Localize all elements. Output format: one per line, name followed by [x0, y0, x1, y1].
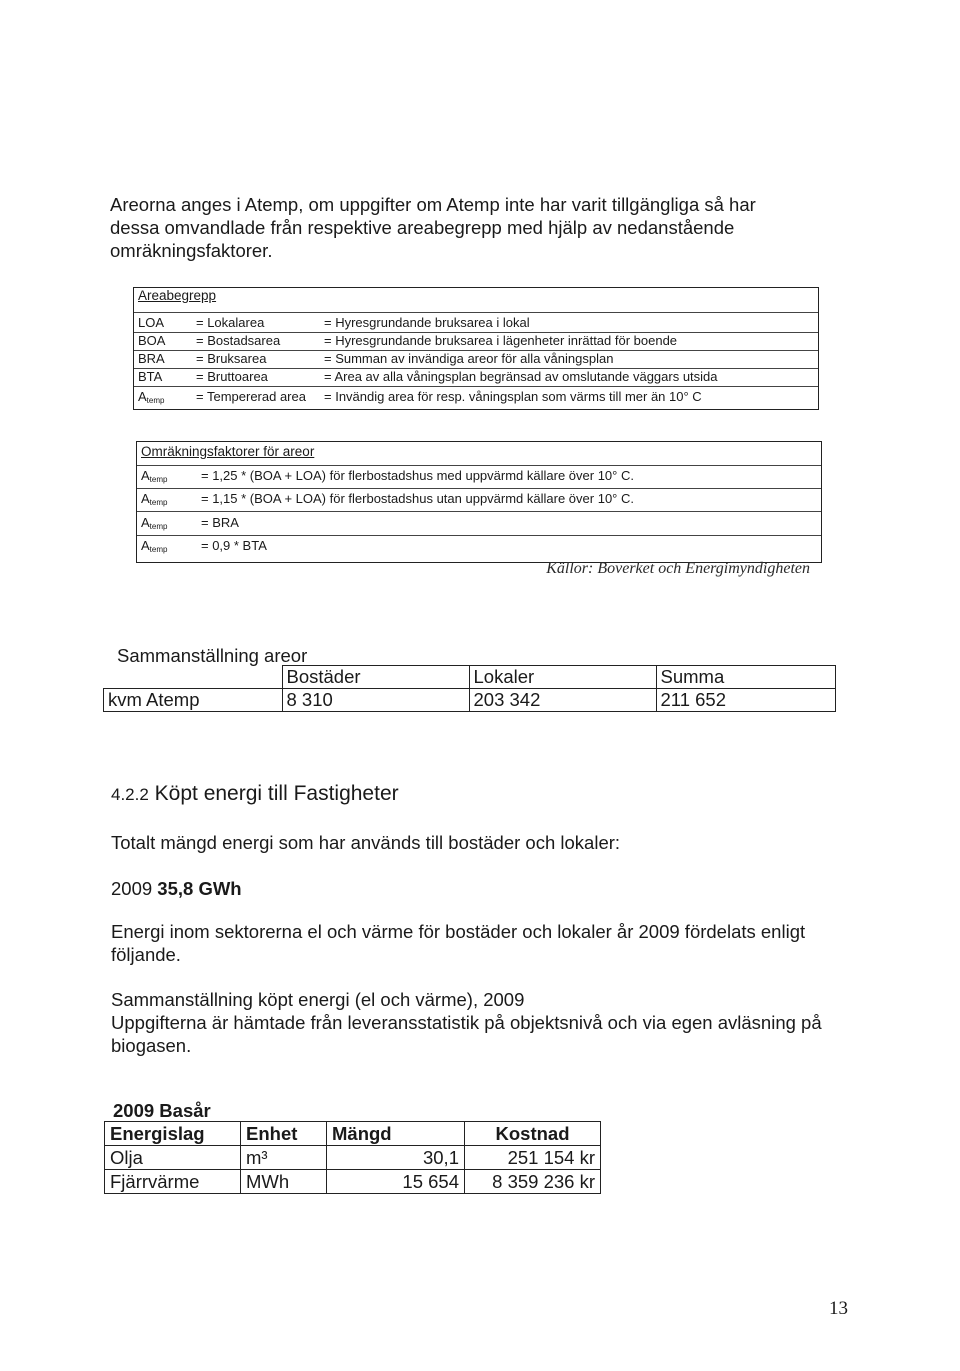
- conversion-factors-box: [136, 441, 822, 563]
- definition-row: BRA = Bruksarea = Summan av invändiga areor för alla våningsplan: [138, 351, 614, 366]
- table-row: Fjärrvärme MWh 15 654 8 359 236 kr: [105, 1170, 601, 1194]
- table-row: kvm Atemp 8 310 203 342 211 652: [104, 689, 836, 712]
- table-header-row: Bostäder Lokaler Summa: [104, 666, 836, 689]
- area-definitions-title: Areabegrepp: [138, 288, 217, 303]
- section-heading: 4.2.2 Köpt energi till Fastigheter: [111, 782, 399, 805]
- purchased-energy-note: Uppgifterna är hämtade från leveransstatistik på objektsnivå och via egen avläsning på biogasen.: [111, 1012, 822, 1056]
- energy-table-caption: 2009 Basår: [113, 1100, 211, 1121]
- page-number: 13: [829, 1298, 848, 1319]
- total-energy-text: Totalt mängd energi som har används till bostäder och lokaler:: [111, 832, 621, 853]
- source-citation: Källor: Boverket och Energimyndigheten: [546, 560, 810, 577]
- factor-row: $A_{temp}$ = BRA: [141, 515, 239, 531]
- factor-row: $A_{temp}$ = 0,9 * BTA: [141, 538, 267, 554]
- conversion-factors-title: Omräkningsfaktorer för areor: [141, 444, 315, 459]
- definition-row-atemp: $A_{temp}$ = Tempererad area = Invändig area för resp. våningsplan som värms till mer än 10° C: [138, 389, 702, 405]
- definition-row: LOA = Lokalarea = Hyresgrundande bruksarea i lokal: [138, 315, 530, 330]
- factor-row: $A_{temp}$ = 1,25 * (BOA + LOA) för flerbostadshus med uppvärmd källare över 10° C.: [141, 468, 634, 484]
- definition-row: BOA = Bostadsarea = Hyresgrundande bruksarea i lägenheter inrättad för boende: [138, 333, 678, 348]
- total-energy-value: 2009 35,8 GWh: [111, 878, 242, 899]
- definition-row: BTA = Bruttoarea = Area av alla våningsplan begränsad av omslutande väggars utsida: [138, 369, 718, 384]
- area-summary-title: Sammanställning areor: [117, 645, 308, 666]
- table-row: Olja m³ 30,1 251 154 kr: [105, 1146, 601, 1170]
- energy-table: [104, 1121, 601, 1194]
- intro-paragraph: Areorna anges i Atemp, om uppgifter om Atemp inte har varit tillgängliga så har dessa omvandlade från respektive areabegrepp med hjälp av nedanstående omräkningsfaktorer.: [110, 194, 756, 261]
- factor-row: $A_{temp}$ = 1,15 * (BOA + LOA) för flerbostadshus utan uppvärmd källare över 10° C.: [141, 491, 634, 507]
- table-header-row: Energislag Enhet Mängd Kostnad: [105, 1122, 601, 1146]
- purchased-energy-title: Sammanställning köpt energi (el och värme), 2009: [111, 989, 525, 1010]
- distribution-text: Energi inom sektorerna el och värme för bostäder och lokaler år 2009 fördelats enligt följande.: [111, 921, 806, 965]
- area-summary-table: [103, 665, 836, 712]
- area-definitions-box: [133, 287, 819, 410]
